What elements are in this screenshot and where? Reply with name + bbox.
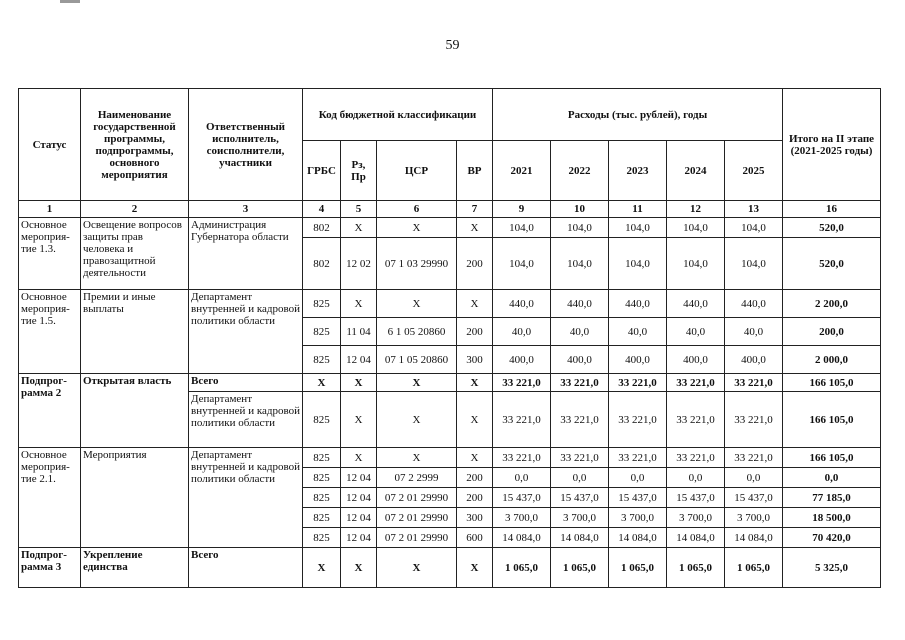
header-expenses: Расходы (тыс. рублей), годы	[493, 89, 783, 141]
status-cell: Основное мероприя-тие 1.3.	[19, 218, 81, 290]
value-2021: 15 437,0	[493, 488, 551, 508]
executor-cell: Всего	[189, 548, 303, 588]
rz-cell: 12 02	[341, 238, 377, 290]
value-2023: 40,0	[609, 318, 667, 346]
grbs-cell: 825	[303, 488, 341, 508]
executor-cell: Департамент внутренней и кадровой политики области	[189, 290, 303, 374]
value-2023: 14 084,0	[609, 528, 667, 548]
value-2023: 104,0	[609, 218, 667, 238]
value-2024: 40,0	[667, 318, 725, 346]
value-2024: 440,0	[667, 290, 725, 318]
rz-cell: 12 04	[341, 488, 377, 508]
grbs-cell: 802	[303, 218, 341, 238]
csr-cell: X	[377, 392, 457, 448]
table-row	[19, 448, 881, 468]
csr-cell: 6 1 05 20860	[377, 318, 457, 346]
rz-cell: X	[341, 548, 377, 588]
value-2025: 33 221,0	[725, 392, 783, 448]
value-2023: 33 221,0	[609, 392, 667, 448]
csr-cell: X	[377, 218, 457, 238]
header-total: Итого на II этапе (2021-2025 годы)	[783, 89, 881, 201]
grbs-cell: 825	[303, 392, 341, 448]
csr-cell: 07 1 03 29990	[377, 238, 457, 290]
total-cell: 18 500,0	[783, 508, 881, 528]
scan-artifact	[0, 0, 905, 3]
total-cell: 520,0	[783, 218, 881, 238]
value-2025: 33 221,0	[725, 448, 783, 468]
header-2022: 2022	[551, 141, 609, 201]
value-2024: 0,0	[667, 468, 725, 488]
csr-cell: X	[377, 374, 457, 392]
value-2025: 104,0	[725, 218, 783, 238]
value-2021: 104,0	[493, 238, 551, 290]
total-cell: 70 420,0	[783, 528, 881, 548]
vr-cell: 200	[457, 238, 493, 290]
value-2022: 104,0	[551, 238, 609, 290]
header-2025: 2025	[725, 141, 783, 201]
rz-cell: X	[341, 218, 377, 238]
value-2021: 0,0	[493, 468, 551, 488]
column-number: 1	[19, 201, 81, 218]
value-2024: 14 084,0	[667, 528, 725, 548]
value-2022: 0,0	[551, 468, 609, 488]
vr-cell: X	[457, 548, 493, 588]
value-2022: 1 065,0	[551, 548, 609, 588]
header-status: Статус	[19, 89, 81, 201]
value-2023: 440,0	[609, 290, 667, 318]
grbs-cell: 825	[303, 468, 341, 488]
value-2021: 33 221,0	[493, 392, 551, 448]
executor-cell: Всего	[189, 374, 303, 392]
header-rz: Рз, Пр	[341, 141, 377, 201]
status-cell: Подпрог-рамма 3	[19, 548, 81, 588]
name-cell: Мероприятия	[81, 448, 189, 548]
vr-cell: X	[457, 392, 493, 448]
total-cell: 520,0	[783, 238, 881, 290]
value-2022: 33 221,0	[551, 448, 609, 468]
value-2021: 400,0	[493, 346, 551, 374]
grbs-cell: X	[303, 374, 341, 392]
header-name: Наименование государственной программы, подпрограммы, основного мероприятия	[81, 89, 189, 201]
value-2025: 33 221,0	[725, 374, 783, 392]
column-number: 9	[493, 201, 551, 218]
value-2025: 400,0	[725, 346, 783, 374]
value-2025: 3 700,0	[725, 508, 783, 528]
rz-cell: X	[341, 392, 377, 448]
value-2022: 14 084,0	[551, 528, 609, 548]
executor-cell: Департамент внутренней и кадровой политики области	[189, 448, 303, 548]
csr-cell: 07 1 05 20860	[377, 346, 457, 374]
status-cell: Основное мероприя-тие 2.1.	[19, 448, 81, 548]
value-2021: 33 221,0	[493, 448, 551, 468]
header-2024: 2024	[667, 141, 725, 201]
rz-cell: 12 04	[341, 528, 377, 548]
value-2022: 440,0	[551, 290, 609, 318]
vr-cell: 200	[457, 468, 493, 488]
value-2021: 104,0	[493, 218, 551, 238]
csr-cell: X	[377, 548, 457, 588]
header-2021: 2021	[493, 141, 551, 201]
header-vr: ВР	[457, 141, 493, 201]
rz-cell: 12 04	[341, 508, 377, 528]
total-cell: 200,0	[783, 318, 881, 346]
value-2022: 33 221,0	[551, 392, 609, 448]
value-2025: 440,0	[725, 290, 783, 318]
value-2025: 14 084,0	[725, 528, 783, 548]
total-cell: 5 325,0	[783, 548, 881, 588]
rz-cell: 12 04	[341, 468, 377, 488]
rz-cell: X	[341, 448, 377, 468]
header-budget-code: Код бюджетной классификации	[303, 89, 493, 141]
value-2024: 104,0	[667, 238, 725, 290]
value-2025: 40,0	[725, 318, 783, 346]
value-2022: 3 700,0	[551, 508, 609, 528]
table-row	[19, 374, 881, 392]
budget-table	[18, 88, 881, 588]
value-2023: 1 065,0	[609, 548, 667, 588]
value-2025: 0,0	[725, 468, 783, 488]
value-2024: 33 221,0	[667, 448, 725, 468]
name-cell: Премии и иные выплаты	[81, 290, 189, 374]
column-number: 11	[609, 201, 667, 218]
vr-cell: 300	[457, 508, 493, 528]
column-number: 3	[189, 201, 303, 218]
csr-cell: 07 2 01 29990	[377, 528, 457, 548]
csr-cell: X	[377, 448, 457, 468]
value-2022: 104,0	[551, 218, 609, 238]
total-cell: 2 200,0	[783, 290, 881, 318]
value-2025: 1 065,0	[725, 548, 783, 588]
value-2024: 1 065,0	[667, 548, 725, 588]
value-2021: 3 700,0	[493, 508, 551, 528]
value-2021: 1 065,0	[493, 548, 551, 588]
vr-cell: X	[457, 448, 493, 468]
column-number: 16	[783, 201, 881, 218]
value-2021: 14 084,0	[493, 528, 551, 548]
table-row	[19, 218, 881, 238]
rz-cell: 11 04	[341, 318, 377, 346]
value-2021: 33 221,0	[493, 374, 551, 392]
column-number: 10	[551, 201, 609, 218]
total-cell: 0,0	[783, 468, 881, 488]
status-cell: Основное мероприя-тие 1.5.	[19, 290, 81, 374]
vr-cell: X	[457, 374, 493, 392]
name-cell: Укрепление единства	[81, 548, 189, 588]
value-2023: 15 437,0	[609, 488, 667, 508]
value-2022: 400,0	[551, 346, 609, 374]
rz-cell: 12 04	[341, 346, 377, 374]
total-cell: 77 185,0	[783, 488, 881, 508]
header-grbs: ГРБС	[303, 141, 341, 201]
value-2021: 440,0	[493, 290, 551, 318]
grbs-cell: 825	[303, 346, 341, 374]
executor-cell: Департамент внутренней и кадровой политики области	[189, 392, 303, 448]
vr-cell: 200	[457, 318, 493, 346]
value-2021: 40,0	[493, 318, 551, 346]
value-2023: 33 221,0	[609, 374, 667, 392]
value-2025: 104,0	[725, 238, 783, 290]
column-number: 4	[303, 201, 341, 218]
vr-cell: X	[457, 290, 493, 318]
grbs-cell: 825	[303, 318, 341, 346]
value-2024: 33 221,0	[667, 374, 725, 392]
grbs-cell: 825	[303, 508, 341, 528]
name-cell: Освещение вопросов защиты прав человека и правозащитной деятельности	[81, 218, 189, 290]
value-2022: 15 437,0	[551, 488, 609, 508]
value-2025: 15 437,0	[725, 488, 783, 508]
rz-cell: X	[341, 290, 377, 318]
grbs-cell: 825	[303, 528, 341, 548]
grbs-cell: X	[303, 548, 341, 588]
value-2024: 400,0	[667, 346, 725, 374]
value-2024: 104,0	[667, 218, 725, 238]
csr-cell: 07 2 01 29990	[377, 508, 457, 528]
vr-cell: 300	[457, 346, 493, 374]
csr-cell: X	[377, 290, 457, 318]
name-cell: Открытая власть	[81, 374, 189, 448]
status-cell: Подпрог-рамма 2	[19, 374, 81, 448]
total-cell: 166 105,0	[783, 374, 881, 392]
header-executor: Ответственный исполнитель, соисполнители, участники	[189, 89, 303, 201]
value-2024: 15 437,0	[667, 488, 725, 508]
column-number: 6	[377, 201, 457, 218]
executor-cell: Администрация Губернатора области	[189, 218, 303, 290]
column-number: 12	[667, 201, 725, 218]
csr-cell: 07 2 01 29990	[377, 488, 457, 508]
value-2022: 33 221,0	[551, 374, 609, 392]
header-2023: 2023	[609, 141, 667, 201]
column-number: 7	[457, 201, 493, 218]
rz-cell: X	[341, 374, 377, 392]
column-number: 2	[81, 201, 189, 218]
header-csr: ЦСР	[377, 141, 457, 201]
csr-cell: 07 2 2999	[377, 468, 457, 488]
total-cell: 2 000,0	[783, 346, 881, 374]
table-row	[19, 548, 881, 588]
value-2023: 0,0	[609, 468, 667, 488]
grbs-cell: 802	[303, 238, 341, 290]
vr-cell: X	[457, 218, 493, 238]
table-row	[19, 290, 881, 318]
column-number: 5	[341, 201, 377, 218]
total-cell: 166 105,0	[783, 392, 881, 448]
value-2024: 33 221,0	[667, 392, 725, 448]
value-2024: 3 700,0	[667, 508, 725, 528]
value-2023: 33 221,0	[609, 448, 667, 468]
page-number: 59	[445, 38, 460, 53]
vr-cell: 600	[457, 528, 493, 548]
column-numbers-row	[19, 201, 881, 218]
value-2023: 104,0	[609, 238, 667, 290]
value-2022: 40,0	[551, 318, 609, 346]
value-2023: 400,0	[609, 346, 667, 374]
total-cell: 166 105,0	[783, 448, 881, 468]
column-number: 13	[725, 201, 783, 218]
grbs-cell: 825	[303, 448, 341, 468]
value-2023: 3 700,0	[609, 508, 667, 528]
vr-cell: 200	[457, 488, 493, 508]
grbs-cell: 825	[303, 290, 341, 318]
